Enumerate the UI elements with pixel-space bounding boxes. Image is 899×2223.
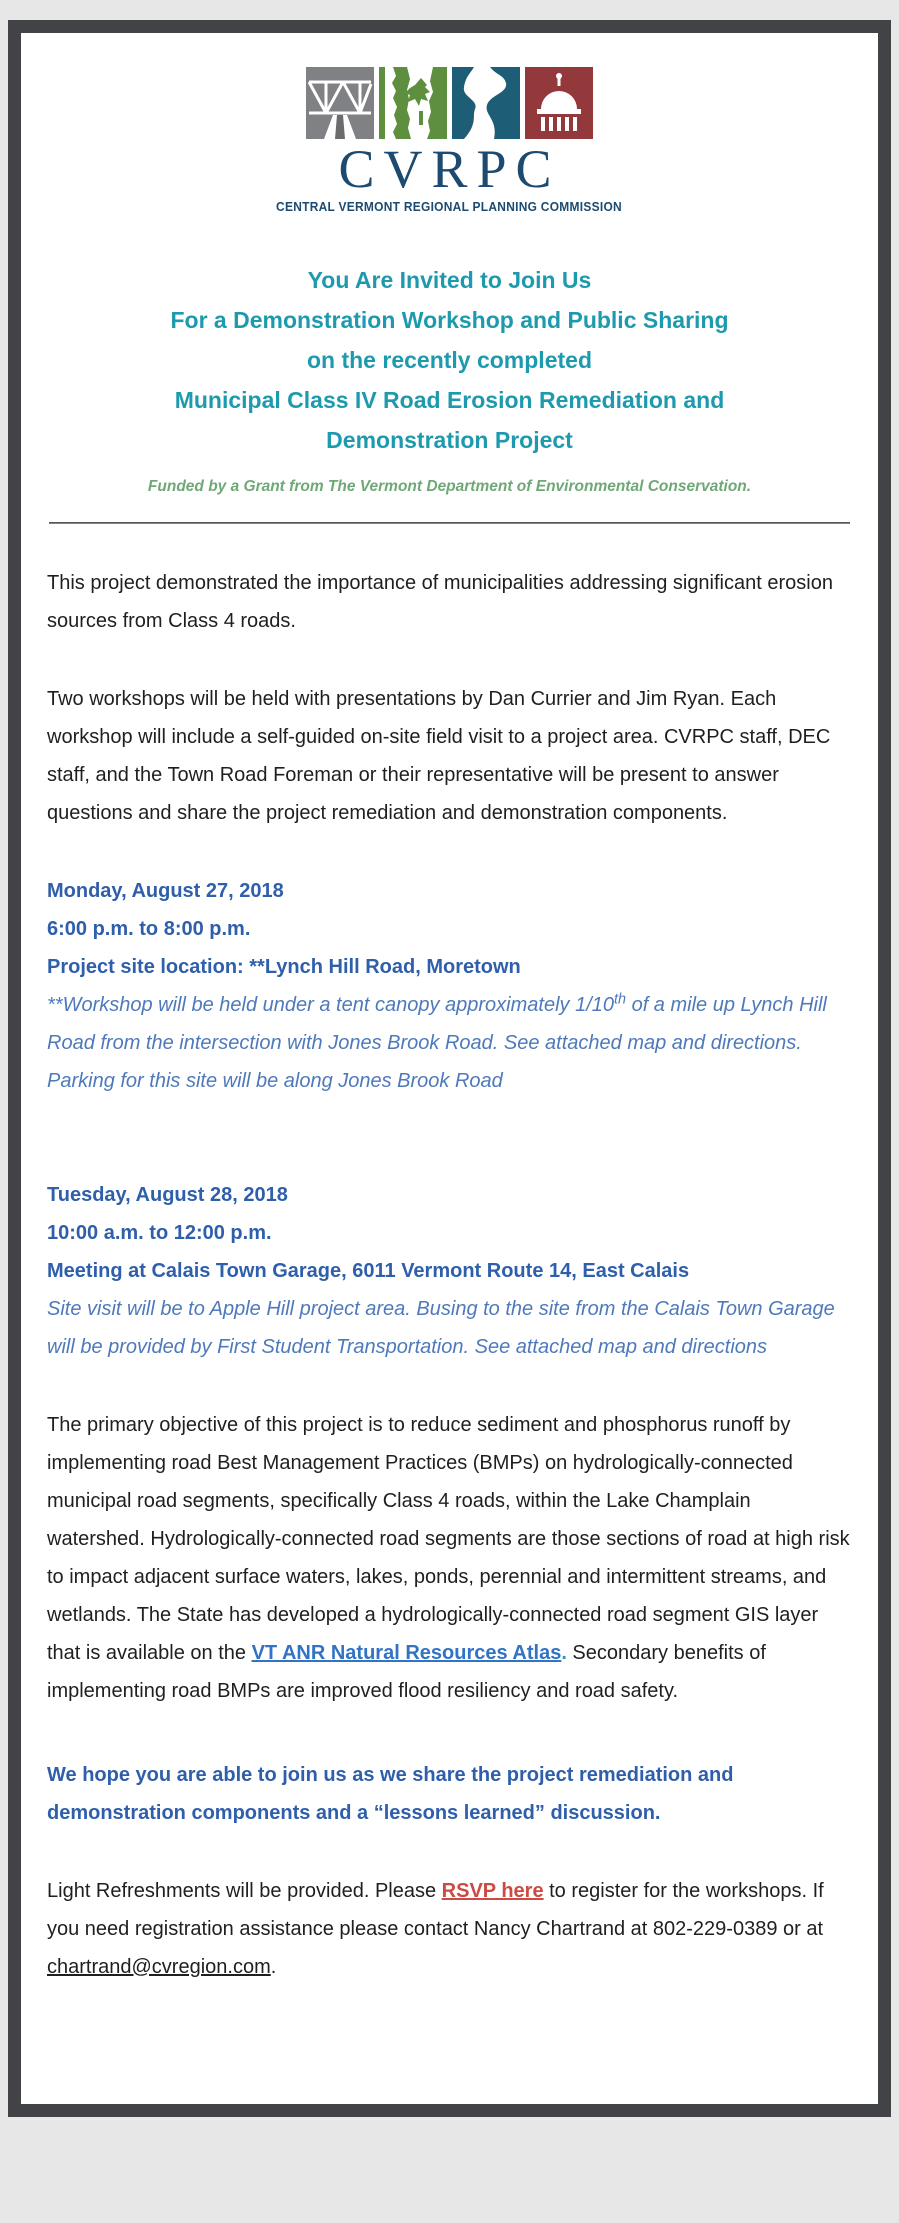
workshop-2-date: Tuesday, August 28, 2018: [47, 1183, 288, 1206]
rsvp-text-end: .: [270, 1955, 277, 1978]
river-icon: [452, 67, 520, 139]
invitation-title: [47, 260, 852, 460]
workshop-1-note-text-cont: of a mile up Lynch Hill Road from the intersection with Jones Brook Road. See attached map and directions. Parking for this site will be along Jones Brook Road: [47, 993, 827, 1092]
logo-tagline: CENTRAL VERMONT REGIONAL PLANNING COMMISSION: [276, 198, 623, 214]
rsvp-text: Light Refreshments will be provided. Please: [47, 1879, 442, 1902]
vt-anr-atlas-link[interactable]: VT ANR Natural Resources Atlas: [251, 1641, 562, 1664]
workshop-2-note: Site visit will be to Apple Hill project area. Busing to the site from the Calais Town Garage will be provided by First Student Transportation. See attached map and directions: [47, 1297, 835, 1358]
funded-by-line: Funded by a Grant from The Vermont Department of Environmental Conservation.: [147, 477, 752, 495]
workshop-2-location: Meeting at Calais Town Garage, 6011 Vermont Route 14, East Calais: [47, 1259, 690, 1282]
bridge-icon: [306, 67, 374, 139]
workshop-1-location: Project site location: **Lynch Hill Road, Moretown: [47, 955, 521, 978]
rsvp-text-cont: to register for the workshops. If you need registration assistance please contact Nancy Chartrand at 802-229-0389 or at: [47, 1879, 824, 1940]
hope-paragraph: We hope you are able to join us as we share the project remediation and demonstration components and a “lessons learned” discussion.: [47, 1763, 734, 1824]
objective-text-cont: Secondary benefits of implementing road BMPs are improved flood resiliency and road safety.: [47, 1641, 766, 1702]
objective-paragraph: [47, 1406, 852, 1710]
title-line-5: Demonstration Project: [326, 426, 573, 453]
atlas-link-period: .: [561, 1641, 567, 1664]
rsvp-paragraph: [47, 1872, 852, 1986]
rsvp-here-link[interactable]: RSVP here: [441, 1879, 544, 1902]
intro-paragraph-1: This project demonstrated the importance of municipalities addressing significant erosion sources from Class 4 roads.: [47, 571, 833, 632]
title-line-3: on the recently completed: [306, 346, 592, 373]
title-line-2: For a Demonstration Workshop and Public Sharing: [170, 306, 729, 333]
objective-text: The primary objective of this project is to reduce sediment and phosphorus runoff by implementing road Best Management Practices (BMPs) on hydrologically-connected municipal road segments, specifically Class 4 roads, within the Lake Champlain watershed. Hydrologically-connected road segments are those sections of road at high risk to impact adjacent surface waters, lakes, ponds, perennial and intermittent streams, and wetlands. The State has developed a hydrologically-connected road segment GIS layer that is available on the: [47, 1413, 850, 1664]
logo-tiles: [47, 67, 852, 139]
email-body: [21, 33, 878, 2104]
logo-acronym: CVRPC: [338, 139, 561, 199]
workshop-2-block: [47, 1176, 852, 1366]
cvrpc-logo: [47, 67, 852, 216]
contact-email-link[interactable]: chartrand@cvregion.com: [47, 1955, 271, 1978]
email-frame: [8, 20, 891, 2117]
title-line-1: You Are Invited to Join Us: [307, 266, 592, 293]
divider: [49, 522, 850, 524]
intro-paragraph-2: Two workshops will be held with presentations by Dan Currier and Jim Ryan. Each workshop will include a self-guided on-site field visit to a project area. CVRPC staff, DEC staff, and the Town Road Foreman or their representative will be present to answer questions and share the project remediation and demonstration components.: [47, 687, 831, 824]
workshop-1-time: 6:00 p.m. to 8:00 p.m.: [47, 917, 251, 940]
workshop-1-note: [47, 986, 852, 1100]
vermont-state-icon: [379, 67, 447, 139]
ordinal-superscript: th: [614, 991, 627, 1008]
workshop-1-note-text: **Workshop will be held under a tent canopy approximately 1/10: [47, 993, 614, 1016]
capitol-dome-icon: [525, 67, 593, 139]
workshop-1-date: Monday, August 27, 2018: [47, 879, 284, 902]
workshop-2-time: 10:00 a.m. to 12:00 p.m.: [47, 1221, 272, 1244]
workshop-1-block: [47, 872, 852, 1100]
title-line-4: Municipal Class IV Road Erosion Remediation and: [174, 386, 725, 413]
